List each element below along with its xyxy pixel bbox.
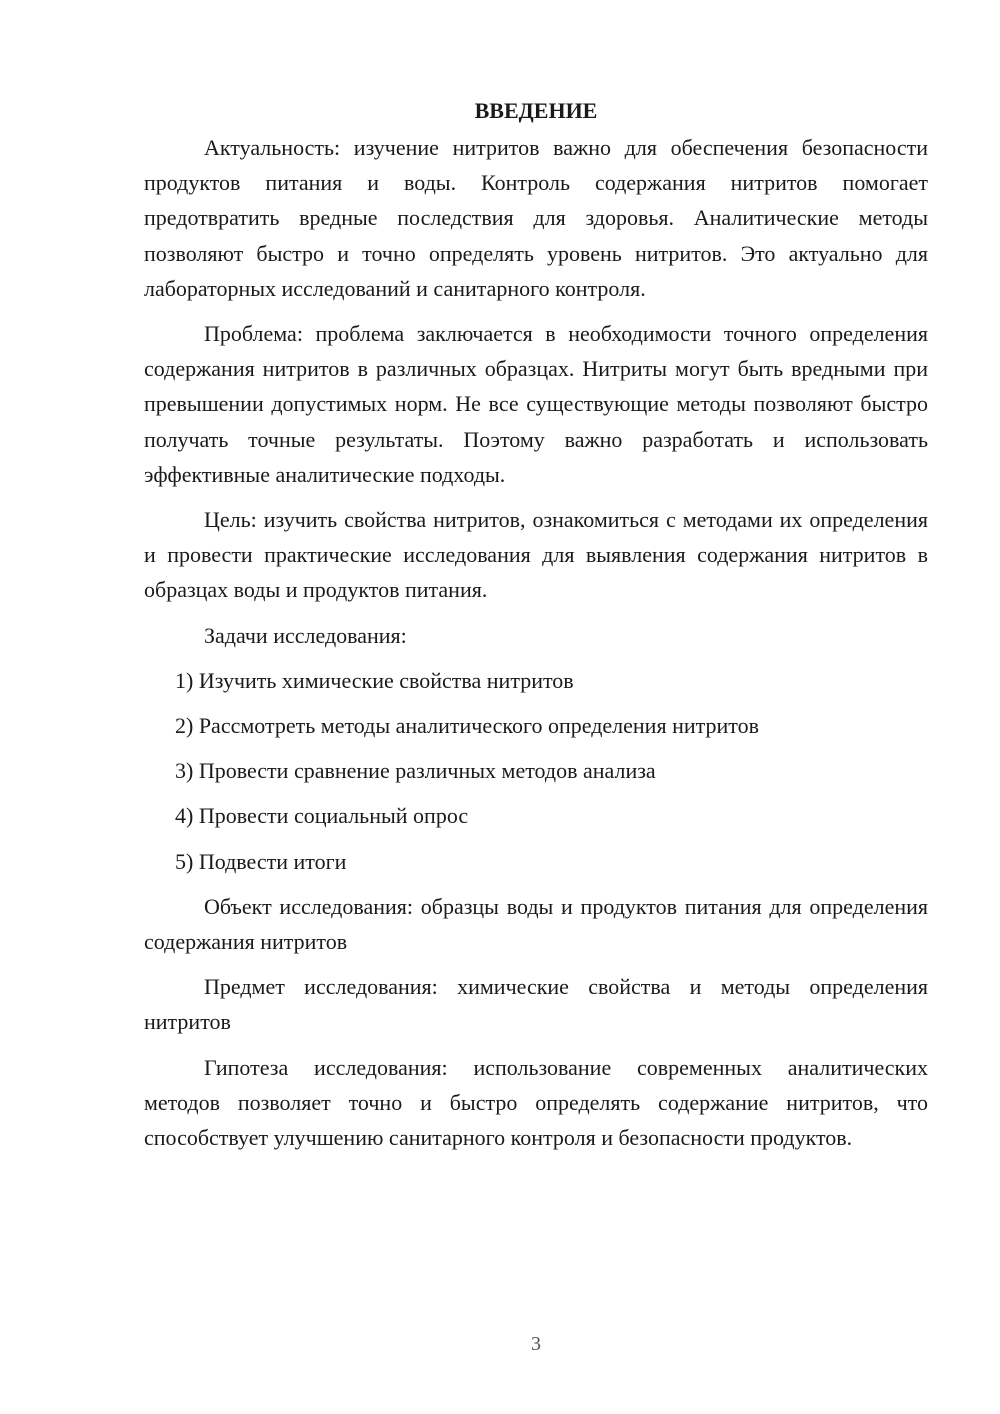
task-item: 3) Провести сравнение различных методов анализа bbox=[175, 758, 656, 784]
goal-paragraph: Цель: изучить свойства нитритов, ознакомиться с методами их определения и провести практические исследования для выявления содержания нитритов в образцах воды и продуктов питания. bbox=[144, 507, 928, 603]
document-page bbox=[144, 96, 928, 1165]
tasks-list bbox=[144, 663, 928, 879]
task-item: 1) Изучить химические свойства нитритов bbox=[175, 667, 574, 693]
problem-paragraph: Проблема: проблема заключается в необходимости точного определения содержания нитритов в различных образцах. Нитриты могут быть вредными при превышении допустимых норм. Не все существующие методы позволяют быстро получать точные результаты. Поэтому важно разработать и использовать эффективные аналитические подходы. bbox=[144, 321, 928, 487]
tasks-heading: Задачи исследования: bbox=[204, 622, 407, 648]
page-number: 3 bbox=[531, 1333, 541, 1355]
task-item: 2) Рассмотреть методы аналитического определения нитритов bbox=[175, 713, 759, 739]
task-item: 4) Провести социальный опрос bbox=[175, 803, 469, 829]
hypothesis-paragraph: Гипотеза исследования: использование современных аналитических методов позволяет точно и быстро определять содержание нитритов, что способствует улучшению санитарного контроля и безопасности продуктов. bbox=[144, 1054, 928, 1151]
object-paragraph: Объект исследования: образцы воды и продуктов питания для определения содержания нитритов bbox=[144, 893, 928, 955]
relevance-paragraph: Актуальность: изучение нитритов важно для обеспечения безопасности продуктов питания и воды. Контроль содержания нитритов помогает предотвратить вредные последствия для здоровья. Аналитические методы позволяют быстро и точно определять уровень нитритов. Это актуально для лабораторных исследований и санитарного контроля. bbox=[144, 135, 928, 301]
section-title: ВВЕДЕНИЕ bbox=[474, 98, 598, 123]
task-item: 5) Подвести итоги bbox=[175, 848, 347, 874]
subject-paragraph: Предмет исследования: химические свойства и методы определения нитритов bbox=[144, 974, 928, 1035]
